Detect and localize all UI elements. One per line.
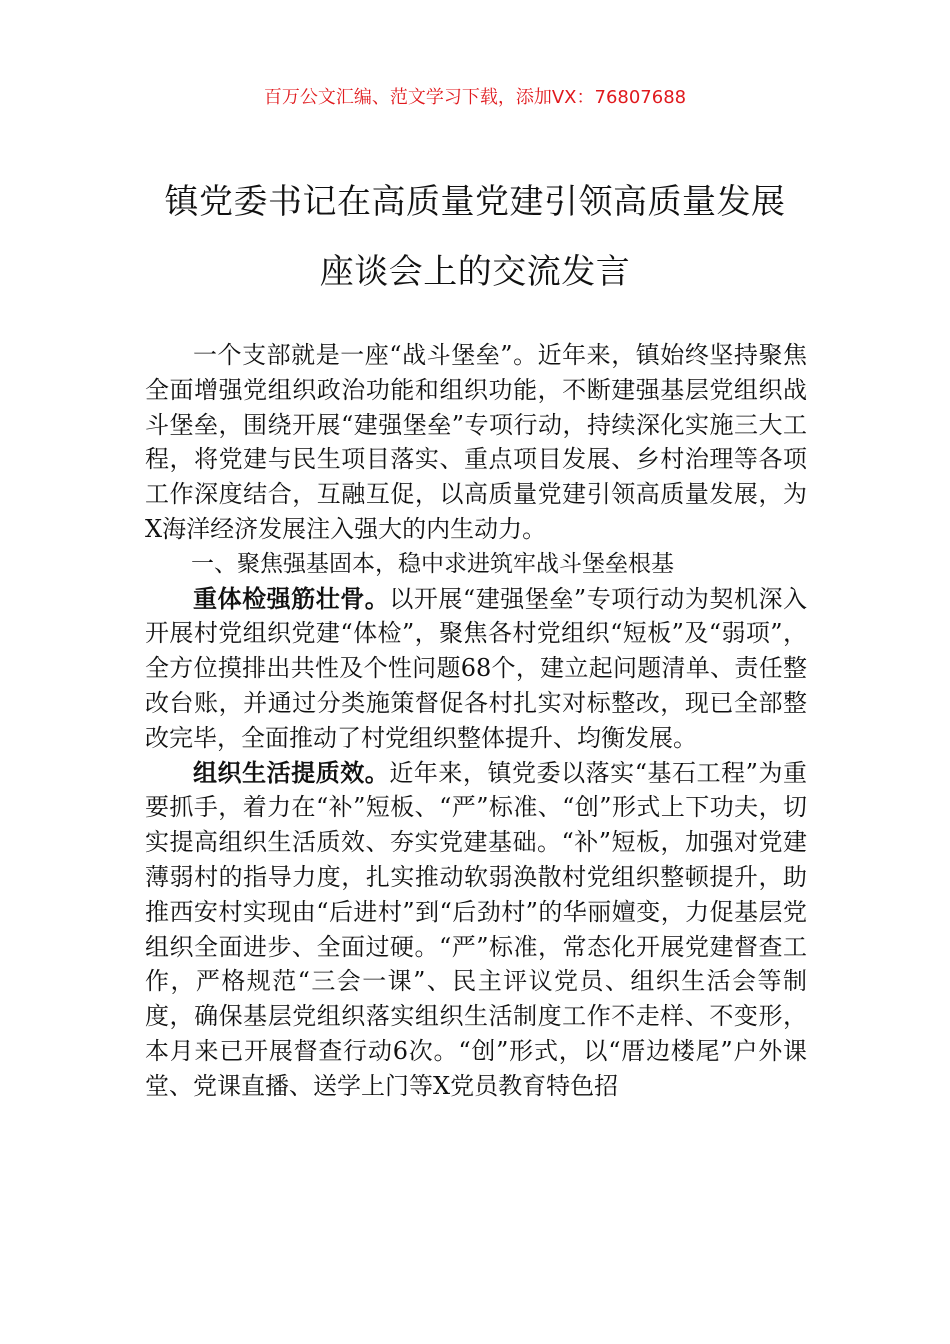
paragraph-lead: 重体检强筋壮骨。 [193,584,390,613]
intro-paragraph: 一个支部就是一座“战斗堡垒”。近年来，镇始终坚持聚焦全面增强党组织政治功能和组织功能，不断建强基层党组织战斗堡垒，围绕开展“建强堡垒”专项行动，持续深化实施三大工程，将党建与民生项目落实、重点项目发展、乡村治理等各项工作深度结合，互融互促，以高质量党建引领高质量发展，为X海洋经济发展注入强大的内生动力。 [145,341,807,543]
paragraph-text: 以开展“建强堡垒”专项行动为契机深入开展村党组织党建“体检”，聚焦各村党组织“短板”及“弱项”，全方位摸排出共性及个性问题68个，建立起问题清单、责任整改台账，并通过分类施策督促各村扎实对标整改，现已全部整改完毕，全面推动了村党组织整体提升、均衡发展。 [145,584,807,752]
header-note: 百万公文汇编、范文学习下载，添加VX：76807688 [263,87,687,108]
paragraph-organization-life [145,756,807,1104]
paragraph-text: 近年来，镇党委以落实“基石工程”为重要抓手，着力在“补”短板、“严”标准、“创”形式上下功夫，切实提高组织生活质效、夯实党建基础。“补”短板，加强对党建薄弱村的指导力度，扎实推动软弱涣散村党组织整顿提升，助推西安村实现由“后进村”到“后劲村”的华丽嬗变，力促基层党组织全面进步、全面过硬。“严”标准，常态化开展党建督查工作，严格规范“三会一课”、民主评议党员、组织生活会等制度，确保基层党组织落实组织生活制度工作不走样、不变形，本月来已开展督查行动6次。“创”形式，以“厝边楼尾”户外课堂、党课直播、送学上门等X党员教育特色招 [145,758,807,1100]
section-heading: 一、聚焦强基固本，稳中求进筑牢战斗堡垒根基 [191,550,674,577]
paragraph-lead: 组织生活提质效。 [193,758,390,787]
document-title-line2: 座谈会上的交流发言 [319,252,631,292]
document-body [145,338,807,1104]
paragraph-health-check [145,582,807,756]
document-title-line1: 镇党委书记在高质量党建引领高质量发展 [164,182,786,222]
